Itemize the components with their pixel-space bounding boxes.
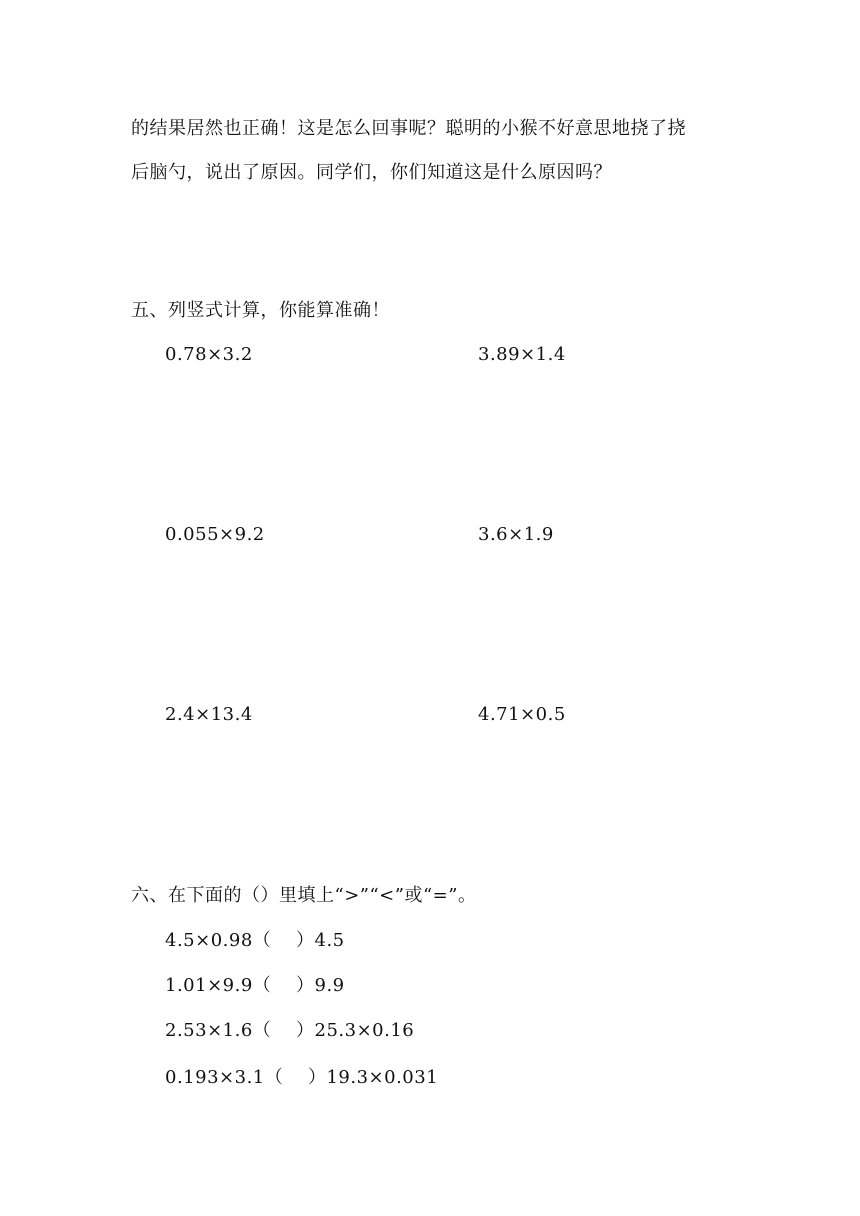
calc-problem: 3.89×1.4 bbox=[478, 344, 566, 365]
section-5-heading: 五、列竖式计算，你能算准确！ bbox=[131, 300, 390, 321]
calc-problem: 0.78×3.2 bbox=[165, 344, 253, 365]
compare-item: 4.5×0.98（ ）4.5 bbox=[165, 930, 345, 951]
compare-item: 0.193×3.1（ ）19.3×0.031 bbox=[165, 1067, 439, 1088]
story-line-2: 后脑勺，说出了原因。同学们，你们知道这是什么原因吗？ bbox=[131, 162, 612, 183]
calc-problem: 0.055×9.2 bbox=[165, 524, 265, 545]
compare-item: 2.53×1.6（ ）25.3×0.16 bbox=[165, 1020, 415, 1041]
calc-problem: 2.4×13.4 bbox=[165, 704, 253, 725]
story-line-1: 的结果居然也正确！这是怎么回事呢？聪明的小猴不好意思地挠了挠 bbox=[131, 118, 686, 139]
section-6-heading: 六、在下面的（）里填上“>”“<”或“=”。 bbox=[131, 885, 477, 906]
calc-problem: 4.71×0.5 bbox=[478, 704, 566, 725]
compare-item: 1.01×9.9（ ）9.9 bbox=[165, 975, 345, 996]
calc-problem: 3.6×1.9 bbox=[478, 524, 554, 545]
